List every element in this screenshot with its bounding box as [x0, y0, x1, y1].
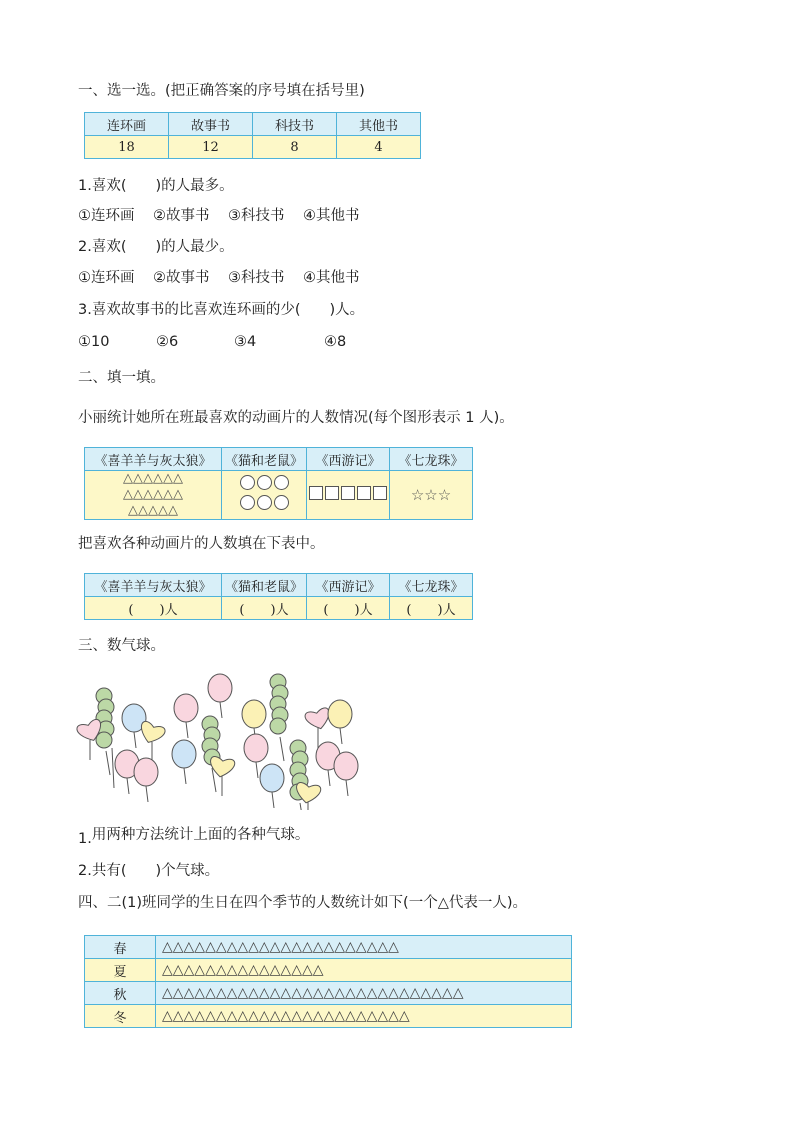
option[interactable]: ①连环画: [78, 208, 135, 224]
balloon-icon: [134, 758, 158, 786]
balloon-string: [272, 792, 274, 808]
balloon-icon: [242, 700, 266, 728]
books-table: [84, 112, 421, 159]
seasons-table: [84, 935, 572, 1028]
square-icon: [309, 486, 323, 500]
balloon-string: [106, 751, 110, 775]
section3-question-2: 2.共有( )个气球。: [78, 863, 220, 879]
option[interactable]: ③科技书: [228, 270, 285, 286]
season-triangles: △△△△△△△△△△△△△△△△△△△△△△: [156, 936, 572, 959]
question-2: 2.喜欢( )的人最少。: [78, 239, 234, 255]
balloon-string: [112, 748, 114, 788]
bead-balloon-icon: [270, 718, 286, 734]
circles-cell: [222, 471, 307, 520]
season-label: 冬: [85, 1005, 156, 1028]
balloon-string: [340, 728, 342, 744]
table-cell: 4: [337, 136, 421, 159]
stars-cell: [390, 471, 473, 520]
answer-cell[interactable]: ( )人: [307, 597, 390, 620]
table-header: 故事书: [169, 113, 253, 136]
section1-title: 一、选一选。(把正确答案的序号填在括号里): [78, 83, 365, 99]
answer-cell[interactable]: ( )人: [85, 597, 222, 620]
balloon-icon: [174, 694, 198, 722]
season-triangles: △△△△△△△△△△△△△△△: [156, 959, 572, 982]
triangle-row: △△△△△△: [123, 487, 183, 502]
balloon-string: [328, 770, 330, 786]
star-icon: ☆☆☆: [410, 486, 452, 504]
season-triangles: △△△△△△△△△△△△△△△△△△△△△△△: [156, 1005, 572, 1028]
season-triangles: △△△△△△△△△△△△△△△△△△△△△△△△△△△△: [156, 982, 572, 1005]
table-header: 《七龙珠》: [390, 574, 473, 597]
fill-instruction: 把喜欢各种动画片的人数填在下表中。: [78, 536, 325, 552]
option[interactable]: ④其他书: [303, 208, 360, 224]
option[interactable]: ①10: [78, 334, 110, 350]
balloon-string: [256, 762, 258, 778]
square-icon: [373, 486, 387, 500]
heart-balloon-icon: [208, 756, 235, 779]
section3-question-1: [78, 826, 310, 847]
triangle-row: △△△△△△: [123, 471, 183, 486]
option[interactable]: ②6: [156, 334, 179, 350]
option[interactable]: ③4: [234, 334, 257, 350]
table-header: 其他书: [337, 113, 421, 136]
table-header: 《西游记》: [307, 574, 390, 597]
cartoon-pictograph-table: [84, 447, 473, 520]
answer-cell[interactable]: ( )人: [222, 597, 307, 620]
table-header: 《喜羊羊与灰太狼》: [85, 448, 222, 471]
option[interactable]: ③科技书: [228, 208, 285, 224]
answer-cell[interactable]: ( )人: [390, 597, 473, 620]
fill-table: [84, 573, 473, 620]
table-header: 《喜羊羊与灰太狼》: [85, 574, 222, 597]
square-icon: [357, 486, 371, 500]
heart-balloon-icon: [294, 782, 321, 805]
question-2-options: [78, 269, 360, 287]
season-label: 夏: [85, 959, 156, 982]
balloon-icon: [244, 734, 268, 762]
question-1: 1.喜欢( )的人最多。: [78, 178, 234, 194]
option[interactable]: ④其他书: [303, 270, 360, 286]
question-3-options: [78, 333, 346, 351]
balloon-icon: [208, 674, 232, 702]
balloon-string: [127, 778, 129, 794]
balloon-string: [300, 803, 304, 810]
table-cell: 18: [85, 136, 169, 159]
section4-title: 四、二(1)班同学的生日在四个季节的人数统计如下(一个△代表一人)。: [78, 895, 528, 911]
triangle-row: △△△△△: [128, 503, 178, 518]
table-header: 《猫和老鼠》: [222, 574, 307, 597]
circle-icon: [257, 495, 272, 510]
balloon-icon: [334, 752, 358, 780]
squares-cell: [307, 471, 390, 520]
balloon-icon: [260, 764, 284, 792]
option[interactable]: ④8: [324, 334, 347, 350]
table-cell: 12: [169, 136, 253, 159]
table-header: 科技书: [253, 113, 337, 136]
table-header: 连环画: [85, 113, 169, 136]
circle-icon: [240, 495, 255, 510]
balloon-string: [184, 768, 186, 784]
option[interactable]: ①连环画: [78, 270, 135, 286]
section2-intro: 小丽统计她所在班最喜欢的动画片的人数情况(每个图形表示 1 人)。: [78, 410, 514, 426]
circle-icon: [240, 475, 255, 490]
section3-title: 三、数气球。: [78, 638, 165, 654]
question-3: 3.喜欢故事书的比喜欢连环画的少( )人。: [78, 302, 365, 318]
table-header: 《西游记》: [307, 448, 390, 471]
season-label: 春: [85, 936, 156, 959]
balloon-string: [220, 702, 222, 718]
balloon-icon: [172, 740, 196, 768]
bead-balloon-icon: [96, 732, 112, 748]
section2-title: 二、填一填。: [78, 370, 165, 386]
square-icon: [341, 486, 355, 500]
question-text: 用两种方法统计上面的各种气球。: [91, 827, 310, 843]
option[interactable]: ②故事书: [153, 270, 210, 286]
table-header: 《七龙珠》: [390, 448, 473, 471]
balloon-string: [134, 732, 136, 748]
question-number: 1.: [78, 831, 92, 847]
balloons-illustration: [72, 668, 364, 810]
balloon-string: [346, 780, 348, 796]
balloon-icon: [328, 700, 352, 728]
balloon-string: [146, 786, 148, 802]
table-cell: 8: [253, 136, 337, 159]
option[interactable]: ②故事书: [153, 208, 210, 224]
circle-icon: [274, 495, 289, 510]
table-header: 《猫和老鼠》: [222, 448, 307, 471]
triangles-cell: [85, 471, 222, 520]
circle-icon: [257, 475, 272, 490]
square-icon: [325, 486, 339, 500]
circle-icon: [274, 475, 289, 490]
balloon-string: [280, 737, 284, 761]
balloon-string: [186, 722, 188, 738]
question-1-options: [78, 207, 360, 225]
season-label: 秋: [85, 982, 156, 1005]
